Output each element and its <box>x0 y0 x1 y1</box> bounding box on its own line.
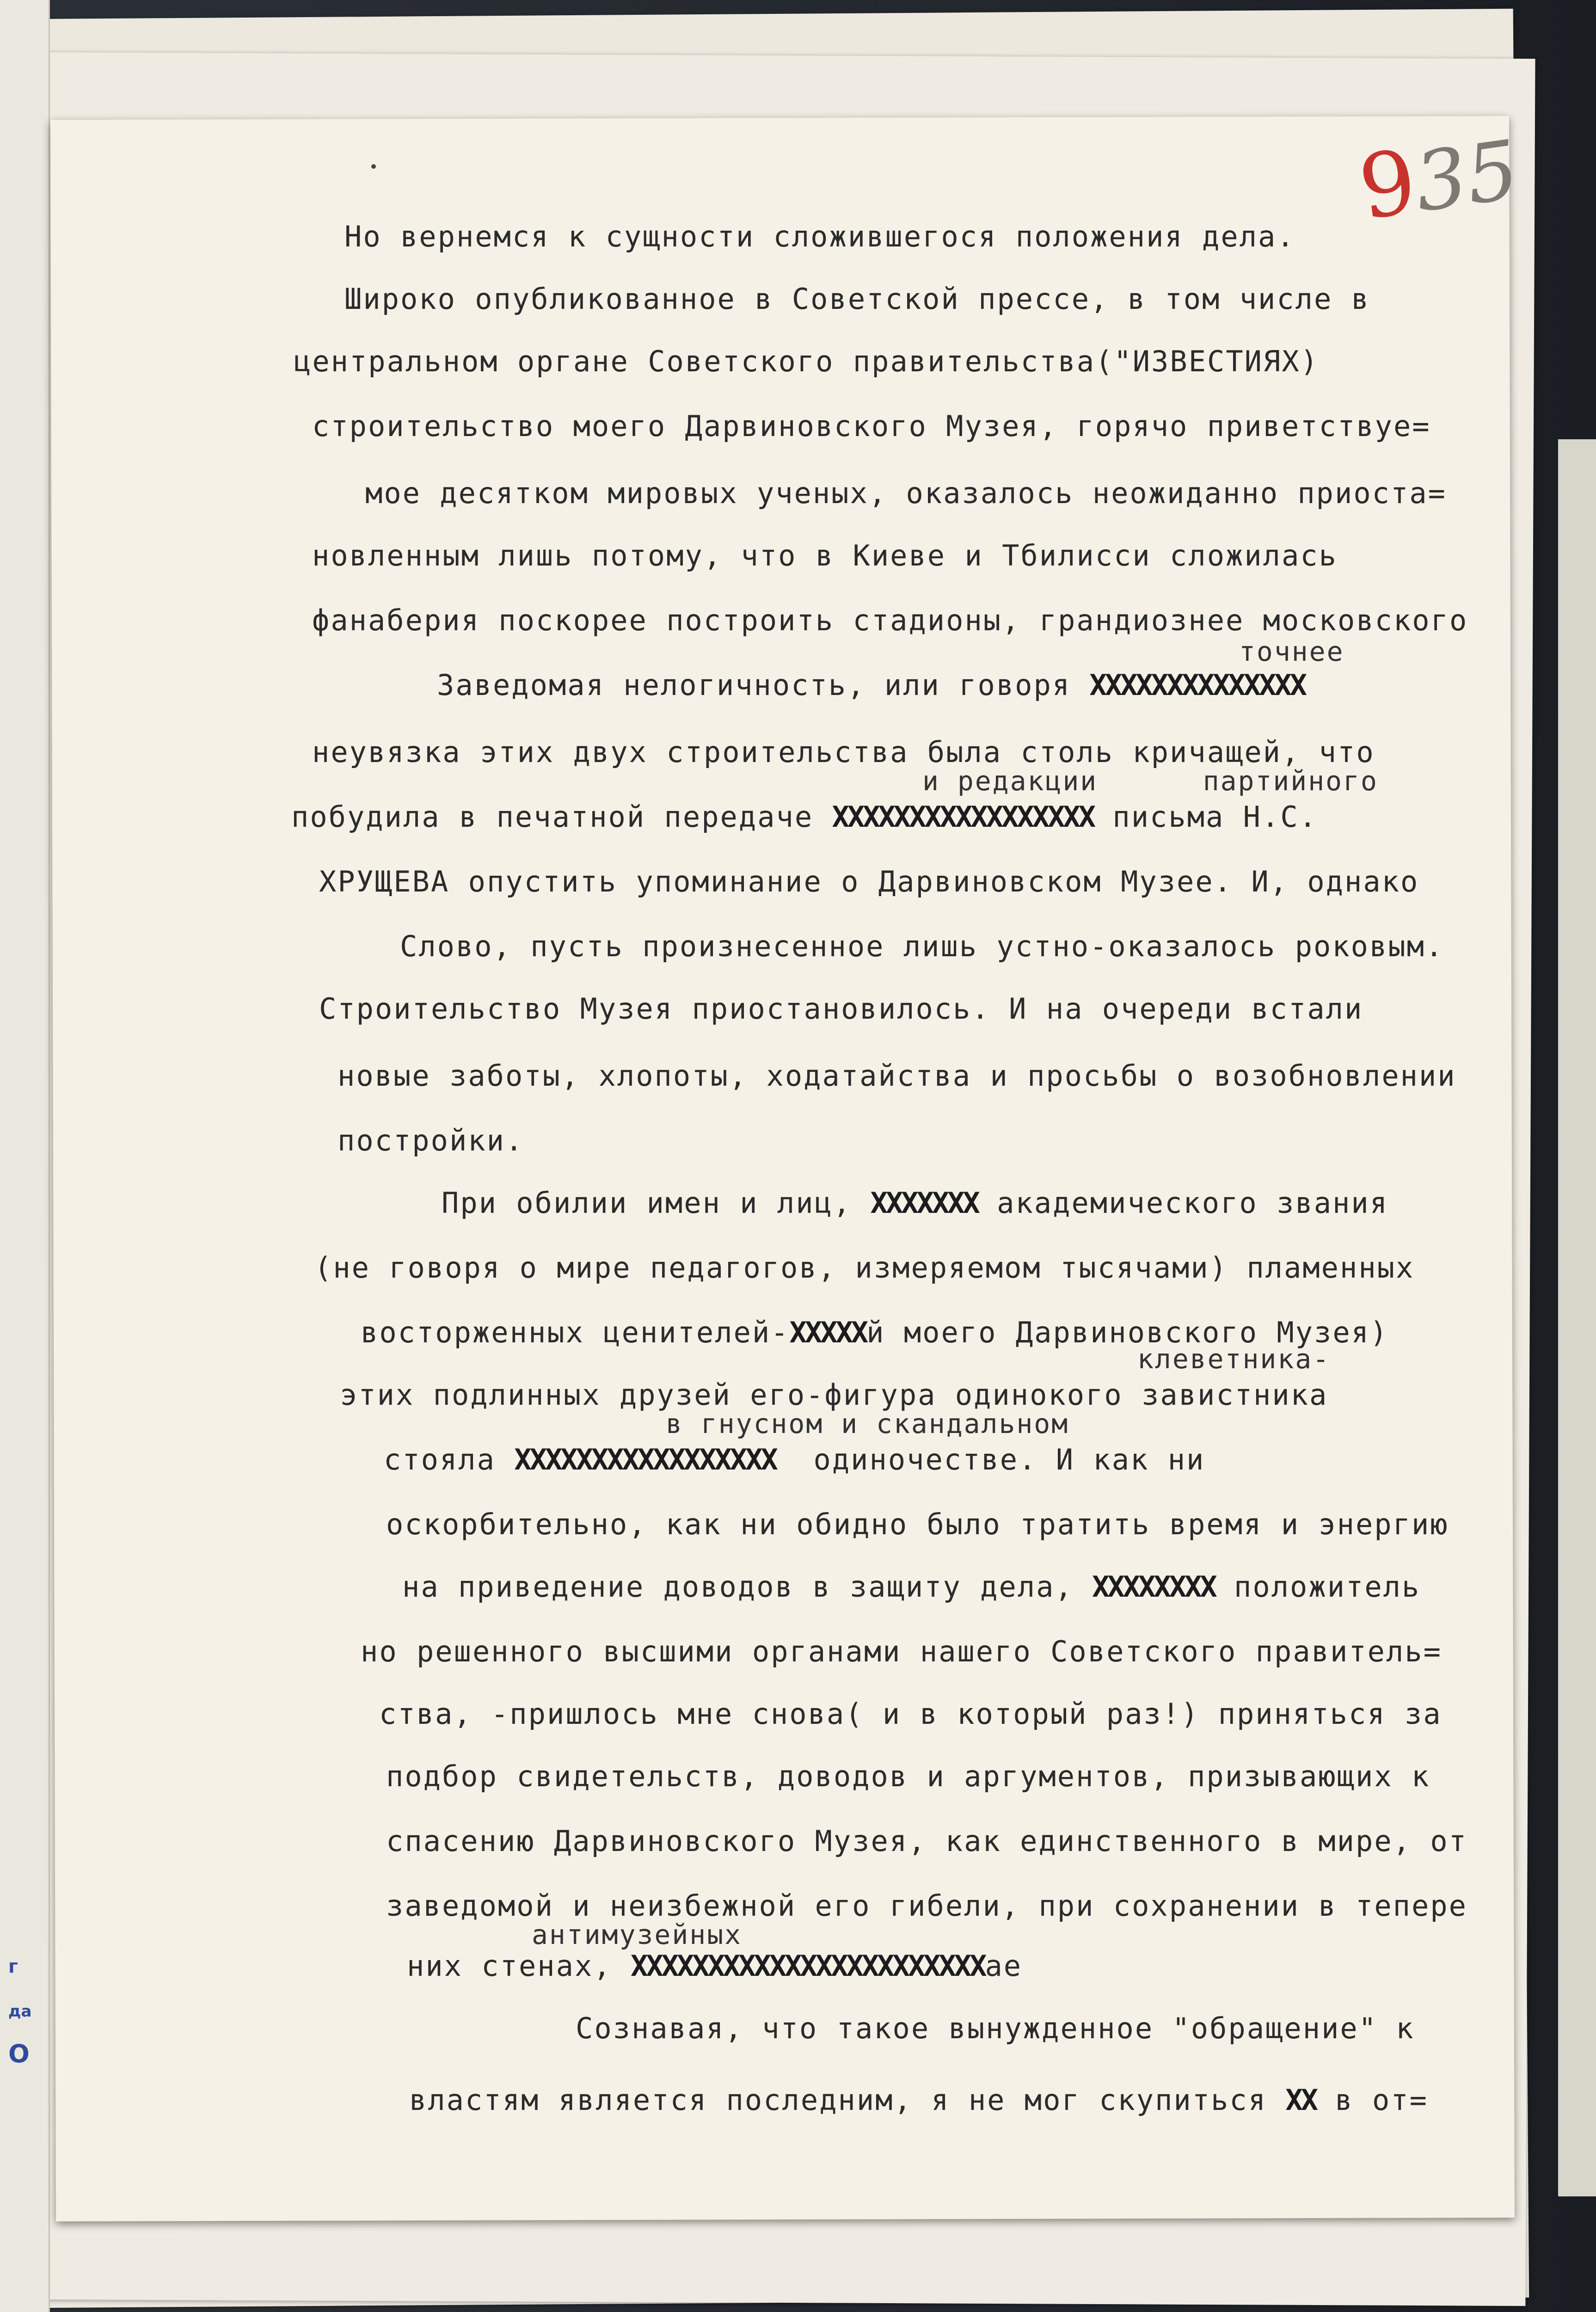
text-line: побудила в печатной передаче ХХХХХХХХХХХХХХХХХ письма Н.С. <box>291 800 1318 834</box>
text-line: Широко опубликованное в Советской прессе, в том числе в <box>344 282 1370 316</box>
strikeout: ХХХХХХХХ <box>1092 1570 1215 1604</box>
strikeout: ХХХХХ <box>789 1316 867 1349</box>
text-line: ства, -пришлось мне снова( и в который раз!) приняться за <box>379 1697 1442 1731</box>
stamp-letter: О <box>8 2039 30 2068</box>
text-line: строительство моего Дарвиновского Музея, горячо приветствуе= <box>312 409 1431 443</box>
text-line: новленным лишь потому, что в Киеве и Тбилисси сложилась <box>312 539 1338 572</box>
stamp-letter: да <box>8 2002 32 2021</box>
text-line: Слово, пусть произнесенное лишь устно-оказалось роковым. <box>400 929 1444 963</box>
text-line: оскорбительно, как ни обидно было тратить время и энергию <box>386 1507 1449 1541</box>
text-line: Сознавая, что такое вынужденное "обращение" к <box>576 2011 1415 2045</box>
text-line: Но вернемся к сущности сложившегося положения дела. <box>344 220 1295 253</box>
text-line: центральном органе Советского правительства("ИЗВЕСТИЯХ) <box>294 344 1319 378</box>
text-line: новые заботы, хлопоты, ходатайства и просьбы о возобновлении <box>338 1059 1456 1093</box>
text-line: ХРУЩЕВА опустить упоминание о Дарвиновском Музее. И, однако <box>319 865 1419 898</box>
strikeout: ХХХХХХХХХХХХХХ <box>1089 668 1306 702</box>
text-line: неувязка этих двух строительства была столь кричащей, что <box>312 735 1375 769</box>
text-line: мое десятком мировых ученых, оказалось неожиданно приоста= <box>365 476 1447 510</box>
text-line: фанаберия поскорее построить стадионы, грандиознее московского <box>312 603 1468 637</box>
text-line: спасению Дарвиновского Музея, как единственного в мире, от <box>386 1824 1467 1858</box>
text-line: заведомой и неизбежной его гибели, при сохранении в тепере <box>386 1889 1467 1923</box>
text-line: подбор свидетельств, доводов и аргументов, призывающих к <box>386 1759 1430 1793</box>
text-line: восторженных ценителей-ХХХХХй моего Дарвиновского Музея) <box>361 1316 1389 1349</box>
handwritten-insertion: антимузейных <box>532 1919 743 1950</box>
text-line: Заведомая нелогичность, или говоря ХХХХХХХХХХХХХХ <box>437 668 1306 702</box>
strikeout: ХХХХХХХХХХХХХХХХХХХХХХХ <box>630 1949 985 1983</box>
text-line: постройки. <box>338 1124 524 1157</box>
strikeout: ХХХХХХХХХХХХХХХХХ <box>832 800 1094 834</box>
strikeout: ХХ <box>1285 2083 1317 2117</box>
handwritten-insertion: в гнусном и скандальном <box>666 1408 1069 1439</box>
stamp-letter: г <box>8 1956 18 1977</box>
text-line: но решенного высшими органами нашего Советского правитель= <box>361 1635 1442 1668</box>
folio-red: 9 <box>1353 130 1423 240</box>
strikeout: ХХХХХХХ <box>870 1186 978 1220</box>
text-line: на приведение доводов в защиту дела, ХХХХХХХХ положитель <box>402 1570 1421 1604</box>
handwritten-insertion: и редакции партийного <box>922 765 1378 797</box>
handwritten-insertion: точнее <box>1239 636 1344 667</box>
text-line: Строительство Музея приостановилось. И на очереди встали <box>319 992 1363 1026</box>
folio-pencil: 35 <box>1409 123 1524 231</box>
text-line: При обилии имен и лиц, ХХХХХХХ академического звания <box>442 1186 1389 1220</box>
strikeout: ХХХХХХХХХХХХХХХХХ <box>514 1443 776 1476</box>
text-line: них стенах, ХХХХХХХХХХХХХХХХХХХХХХХае <box>407 1949 1023 1983</box>
handwritten-insertion: клеветника- <box>1137 1343 1331 1375</box>
text-line: властям является последним, я не мог скупиться ХХ в от= <box>409 2083 1429 2117</box>
text-line: этих подлинных друзей его-фигура одинокого завистника <box>340 1378 1328 1412</box>
text-line: (не говоря о мире педагогов, измеряемом тысячами) пламенных <box>314 1251 1415 1285</box>
text-line: стояла ХХХХХХХХХХХХХХХХХ одиночестве. И как ни <box>384 1443 1205 1476</box>
